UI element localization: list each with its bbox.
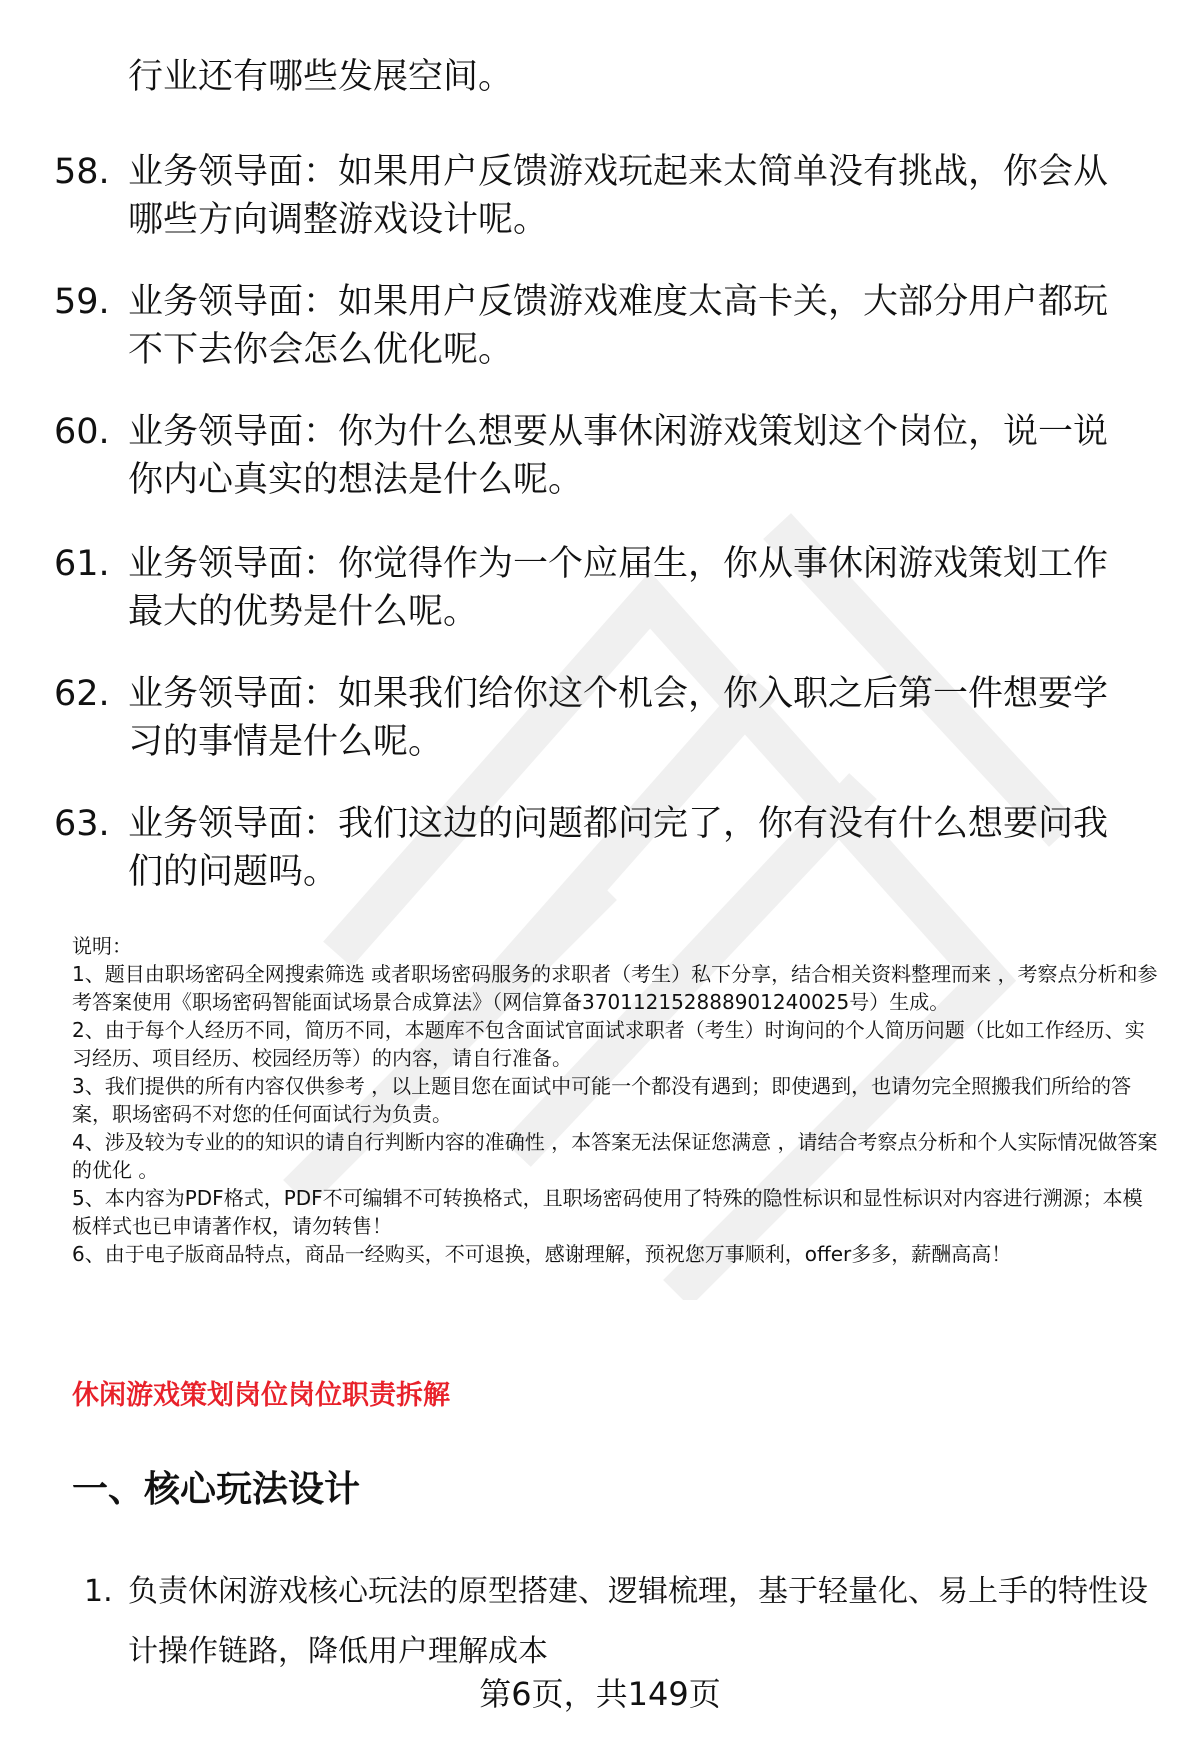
- notes-line: 3、我们提供的所有内容仅供参考 ，以上题目您在面试中可能一个都没有遇到；即使遇到，也请勿完全照搬我们所给的答案，职场密码不对您的任何面试行为负责。: [72, 1074, 1132, 1126]
- question-text: 业务领导面：如果用户反馈游戏难度太高卡关，大部分用户都玩不下去你会怎么优化呢。: [128, 282, 1109, 370]
- question-text: 业务领导面：如果我们给你这个机会，你入职之后第一件想要学习的事情是什么呢。: [128, 674, 1109, 762]
- question-text: 业务领导面：如果用户反馈游戏玩起来太简单没有挑战，你会从哪些方向调整游戏设计呢。: [128, 152, 1109, 240]
- question-text: 业务领导面：我们这边的问题都问完了，你有没有什么想要问我们的问题吗。: [128, 804, 1109, 892]
- section-heading: 一、核心玩法设计: [72, 1469, 361, 1510]
- notes-line: 6、由于电子版商品特点，商品一经购买，不可退换，感谢理解，预祝您万事顺利，offer多多，薪酬高高！: [72, 1242, 1012, 1266]
- question-number: 63.: [54, 804, 110, 844]
- question-number: 62.: [54, 674, 110, 714]
- notes-title: 说明：: [72, 934, 132, 958]
- list-item-number: 1.: [84, 1574, 113, 1609]
- question-number: 60.: [54, 412, 110, 452]
- question-number: 59.: [54, 282, 110, 322]
- question-text: 行业还有哪些发展空间。: [128, 57, 514, 97]
- notes-line: 2、由于每个人经历不同，简历不同，本题库不包含面试官面试求职者（考生）时询问的个人简历问题（比如工作经历、实习经历、项目经历、校园经历等）的内容，请自行准备。: [72, 1018, 1145, 1070]
- question-text: 业务领导面：你为什么想要从事休闲游戏策划这个岗位，说一说你内心真实的想法是什么呢。: [128, 412, 1109, 500]
- duty-breakdown-title: 休闲游戏策划岗位岗位职责拆解: [72, 1380, 450, 1411]
- question-text: 业务领导面：你觉得作为一个应届生，你从事休闲游戏策划工作最大的优势是什么呢。: [128, 544, 1109, 632]
- question-number: 61.: [54, 544, 110, 584]
- notes-line: 4、涉及较为专业的的知识的请自行判断内容的准确性 ，本答案无法保证您满意 ，请结合考察点分析和个人实际情况做答案的优化 。: [72, 1130, 1158, 1182]
- question-number: 58.: [54, 152, 110, 192]
- notes-line: 1、题目由职场密码全网搜索筛选 或者职场密码服务的求职者（考生）私下分享，结合相关资料整理而来 ，考察点分析和参考答案使用《职场密码智能面试场景合成算法》（网信算备370112152888901240025号）生成。: [72, 962, 1158, 1014]
- page-footer: 第6页，共149页: [479, 1675, 721, 1713]
- notes-block: [72, 932, 1162, 1268]
- list-item-text: 负责休闲游戏核心玩法的原型搭建、逻辑梳理，基于轻量化、易上手的特性设计操作链路，降低用户理解成本: [128, 1574, 1148, 1669]
- notes-line: 5、本内容为PDF格式，PDF不可编辑不可转换格式，且职场密码使用了特殊的隐性标识和显性标识对内容进行溯源；本模板样式也已申请著作权，请勿转售！: [72, 1186, 1143, 1238]
